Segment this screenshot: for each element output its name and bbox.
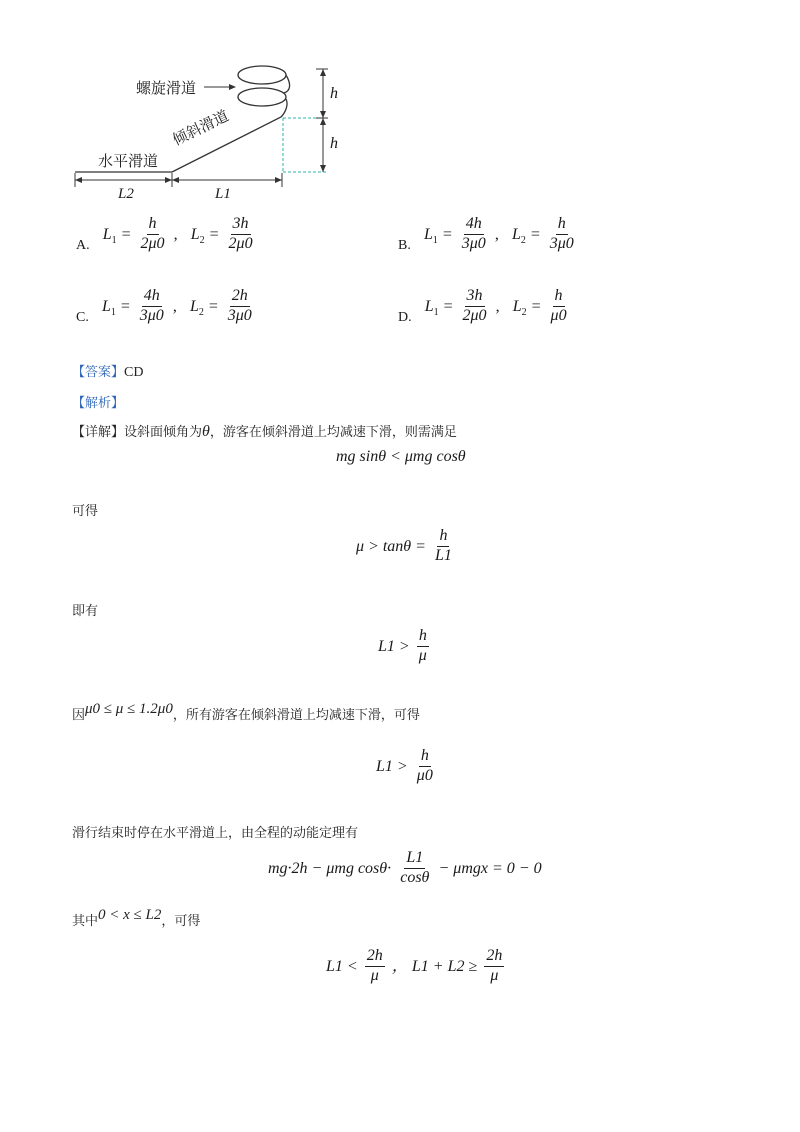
eq5-den: cosθ xyxy=(400,868,430,886)
mu-inequality: μ0 ≤ μ ≤ 1.2μ0 xyxy=(85,701,173,717)
text-kede-1: 可得 xyxy=(72,504,99,519)
eq4-frac xyxy=(415,748,435,785)
eq4-den: μ0 xyxy=(416,766,433,784)
equation-2 xyxy=(356,528,456,565)
spiral-loop-bottom xyxy=(238,88,286,106)
eq6-den-1: μ xyxy=(370,966,379,984)
text-yin xyxy=(72,701,420,724)
answer-value: CD xyxy=(124,365,144,380)
h-arrow-1 xyxy=(320,69,326,76)
option-a: A. $L_1$ = $\frac{h}{2\mu 0}$ , $L_2$ = $\frac{3h}{2\mu 0}$ xyxy=(76,215,253,253)
option-num: 4h xyxy=(464,216,484,235)
option-frac xyxy=(549,288,569,325)
eq3-den: μ xyxy=(418,646,427,664)
answer-line xyxy=(72,361,143,381)
detail-intro-text: 设斜面倾角为 xyxy=(124,425,203,440)
text-jiyou: 即有 xyxy=(72,604,99,619)
eq4-left: L1 > xyxy=(376,757,408,775)
label-L2: L2 xyxy=(118,186,134,202)
option-den: 2μ0 xyxy=(140,234,165,252)
eq5-frac xyxy=(398,850,431,887)
eq6-num-2: 2h xyxy=(484,948,504,967)
label-h-bottom: h xyxy=(330,135,338,152)
option-num: 4h xyxy=(142,288,162,307)
eq6-mid: ， L1 + L2 ≥ xyxy=(391,957,478,975)
detail-intro-rest: ，游客在倾斜滑道上均减速下滑，则需满足 xyxy=(209,425,457,440)
option-num: 3h xyxy=(465,288,485,307)
text-huaxing: 滑行结束时停在水平滑道上，由全程的动能定理有 xyxy=(72,826,359,841)
eq2-frac xyxy=(433,528,454,565)
option-num: h xyxy=(553,288,565,307)
eq2-num: h xyxy=(437,528,449,547)
option-num: 3h xyxy=(231,216,251,235)
eq5-b: − μmgx = 0 − 0 xyxy=(438,859,542,877)
x-inequality: 0 < x ≤ L2 xyxy=(98,907,162,923)
option-num: h xyxy=(556,216,568,235)
option-den: 3μ0 xyxy=(549,234,574,252)
eq5-a: mg·2h − μmg cosθ· xyxy=(268,859,392,877)
option-letter: B. xyxy=(398,237,411,253)
text-qizhong xyxy=(72,907,201,930)
option-frac xyxy=(226,288,254,325)
answer-tag: 【答案】 xyxy=(72,365,125,380)
option-frac xyxy=(138,288,166,325)
option-num: h xyxy=(147,216,159,235)
option-den: μ0 xyxy=(550,306,567,324)
option-letter: A. xyxy=(76,237,90,253)
yin-rest: ，所有游客在倾斜滑道上均减速下滑，可得 xyxy=(172,708,420,723)
equation-4 xyxy=(376,748,437,785)
equation-5 xyxy=(268,850,542,887)
qizhong-text: 其中 xyxy=(72,914,99,929)
option-c: C. $L_1$ = $\frac{4h}{3\mu 0}$ , $L_2$ = $\frac{2h}{3\mu 0}$ xyxy=(76,287,252,325)
eq5-num: L1 xyxy=(404,850,425,869)
yin-text: 因 xyxy=(72,708,86,723)
eq6-a: L1 < xyxy=(326,957,358,975)
h-arrow-3 xyxy=(320,118,326,125)
option-letter: D. xyxy=(398,309,412,325)
eq4-num: h xyxy=(419,748,431,767)
eq2-left: μ > tanθ = xyxy=(356,537,426,555)
eq6-num-1: 2h xyxy=(365,948,385,967)
equation-3 xyxy=(378,628,431,665)
L1-arrow-left xyxy=(172,177,179,183)
option-frac xyxy=(139,216,167,253)
qizhong-rest: ，可得 xyxy=(161,914,201,929)
eq6-frac-1 xyxy=(365,948,385,985)
L2-arrow-left xyxy=(75,177,82,183)
option-frac xyxy=(460,216,488,253)
label-spiral: 螺旋滑道 xyxy=(136,79,197,97)
option-frac xyxy=(461,288,489,325)
option-num: 2h xyxy=(230,288,250,307)
option-letter: C. xyxy=(76,309,89,325)
eq6-frac-2 xyxy=(484,948,504,985)
option-den: 3μ0 xyxy=(461,234,486,252)
label-horizontal: 水平滑道 xyxy=(98,152,159,170)
eq2-den: L1 xyxy=(435,546,452,564)
theta-symbol: θ xyxy=(202,423,210,440)
h-arrow-4 xyxy=(320,165,326,172)
analysis-tag: 【解析】 xyxy=(72,396,125,411)
equation-1: mg sinθ < μmg cosθ xyxy=(336,448,466,465)
spiral-pointer-head xyxy=(229,84,236,90)
option-den: 2μ0 xyxy=(228,234,253,252)
equation-6 xyxy=(326,948,506,985)
eq3-frac xyxy=(417,628,429,665)
option-den: 2μ0 xyxy=(462,306,487,324)
h-arrow-2 xyxy=(320,111,326,118)
L2-arrow-right xyxy=(165,177,172,183)
eq3-num: h xyxy=(417,628,429,647)
option-frac xyxy=(227,216,255,253)
eq6-den-2: μ xyxy=(490,966,499,984)
label-incline: 倾斜滑道 xyxy=(169,106,232,150)
option-d: D. $L_1$ = $\frac{3h}{2\mu 0}$ , $L_2$ = $\frac{h}{\mu 0}$ xyxy=(398,287,567,325)
option-b: B. $L_1$ = $\frac{4h}{3\mu 0}$ , $L_2$ = $\frac{h}{3\mu 0}$ xyxy=(398,215,574,253)
detail-intro xyxy=(72,421,457,441)
option-frac xyxy=(548,216,576,253)
label-h-top: h xyxy=(330,85,338,102)
L1-arrow-right xyxy=(275,177,282,183)
slide-diagram xyxy=(70,55,370,215)
detail-tag: 【详解】 xyxy=(72,425,125,440)
eq3-left: L1 > xyxy=(378,637,410,655)
option-den: 3μ0 xyxy=(227,306,252,324)
spiral-loop-top xyxy=(238,66,286,84)
option-den: 3μ0 xyxy=(139,306,164,324)
label-L1: L1 xyxy=(215,186,231,202)
